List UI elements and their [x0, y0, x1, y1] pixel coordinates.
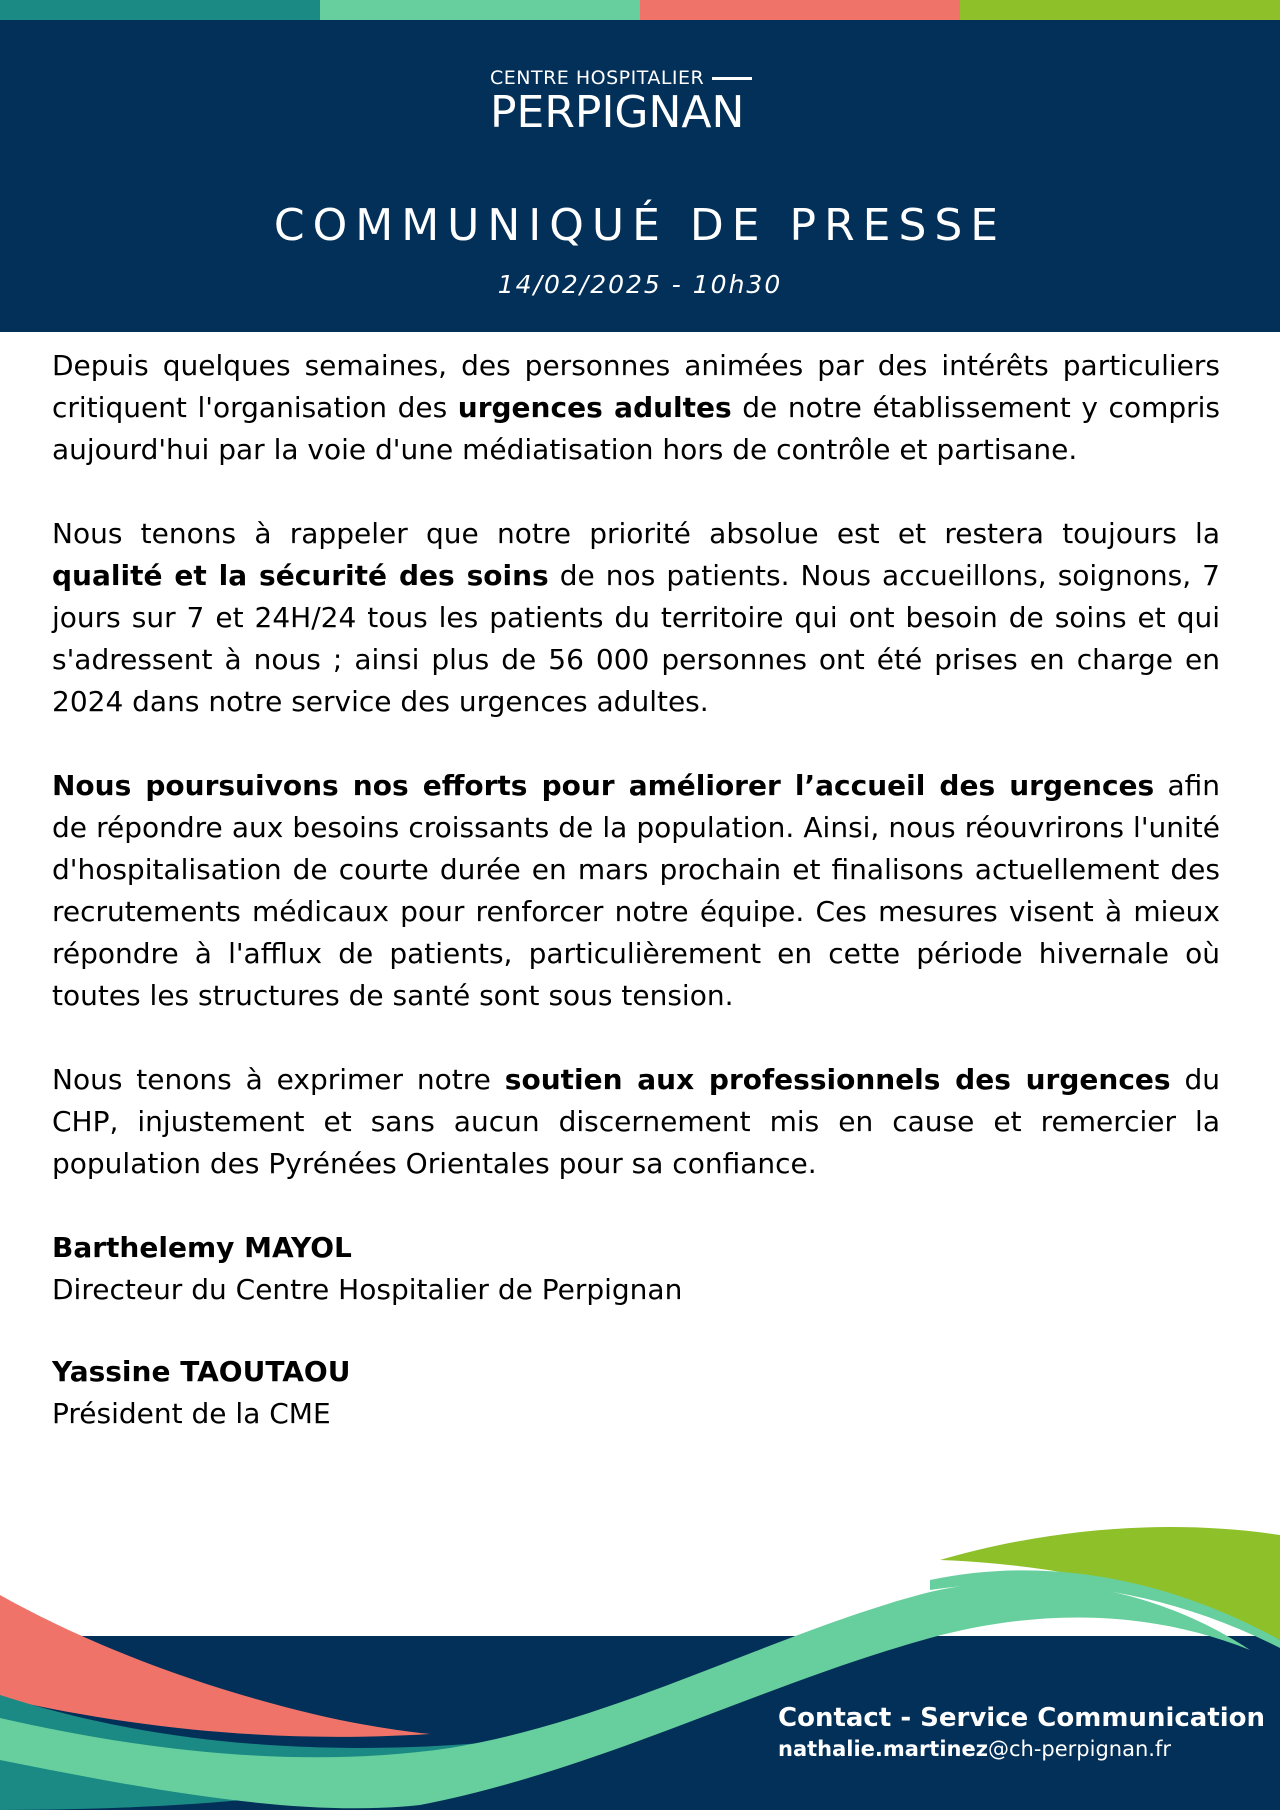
page-title: COMMUNIQUÉ DE PRESSE [273, 200, 1007, 251]
press-release-body [52, 345, 1220, 1475]
email-user: nathalie.martinez [778, 1737, 988, 1761]
top-bar-mint-segment [320, 0, 640, 20]
signature-2 [52, 1351, 1220, 1435]
hospital-logo [490, 67, 790, 137]
p2-text-a: Nous tenons à rappeler que notre priorité absolue est et restera toujours la [52, 517, 1220, 550]
p2-bold: qualité et la sécurité des soins [52, 559, 549, 592]
header-banner [0, 20, 1280, 332]
p4-bold: soutien aux professionnels des urgences [504, 1063, 1171, 1096]
email-domain: @ch-perpignan.fr [987, 1737, 1171, 1761]
paragraph-3 [52, 765, 1220, 1017]
paragraph-4 [52, 1059, 1220, 1185]
p1-text-c: de notre établissement y compris aujourd'hui par la voie d'une médiatisation hors de contrôle et partisane. [52, 391, 1220, 466]
signatory-name: Yassine TAOUTAOU [52, 1355, 351, 1388]
p1-text-a: Depuis quelques semaines, des personnes animées par des intérêts particuliers critiquent l'organisation des [52, 349, 1220, 424]
signatory-name: Barthelemy MAYOL [52, 1231, 352, 1264]
p1-bold: urgences adultes [457, 391, 732, 424]
p2-text-c: de nos patients. Nous accueillons, soignons, 7 jours sur 7 et 24H/24 tous les patients du territoire qui ont besoin de soins et qui s'adressent à nous ; ainsi plus de 56 000 personnes ont été prises en charge en 2024 dans notre service des urgences adultes. [52, 559, 1220, 718]
p4-text-c: du CHP, injustement et sans aucun discernement mis en cause et remercier la population des Pyrénées Orientales pour sa confiance. [52, 1063, 1221, 1180]
paragraph-2 [52, 513, 1220, 723]
paragraph-1 [52, 345, 1220, 471]
p3-text-c: afin de répondre aux besoins croissants de la population. Ainsi, nous réouvrirons l'unité d'hospitalisation de courte durée en mars prochain et finalisons actuellement des recrutements médicaux pour renforcer notre équipe. Ces mesures visent à mieux répondre à l'afflux de patients, particulièrement en cette période hivernale où toutes les structures de santé sont sous tension. [52, 769, 1220, 1012]
top-bar-coral-segment [640, 0, 960, 20]
top-bar-teal-segment [0, 0, 320, 20]
footer-waves [0, 1520, 1280, 1810]
contact-title: Contact - Service Communication [778, 1703, 1266, 1733]
contact-block [778, 1701, 1265, 1763]
signature-1 [52, 1227, 1220, 1311]
logo-dash [712, 77, 752, 80]
top-color-bar [0, 0, 1280, 20]
top-bar-lime-segment [960, 0, 1280, 20]
p4-text-a: Nous tenons à exprimer notre [52, 1063, 505, 1096]
logo-line1: CENTRE HOSPITALIER [490, 67, 705, 89]
signatory-role: Président de la CME [52, 1397, 331, 1430]
contact-email[interactable] [778, 1735, 1265, 1763]
release-date: 14/02/2025 - 10h30 [497, 270, 783, 299]
p3-bold: Nous poursuivons nos efforts pour améliorer l’accueil des urgences [52, 769, 1155, 802]
logo-line2: PERPIGNAN [490, 87, 745, 138]
signatory-role: Directeur du Centre Hospitalier de Perpignan [52, 1273, 683, 1306]
